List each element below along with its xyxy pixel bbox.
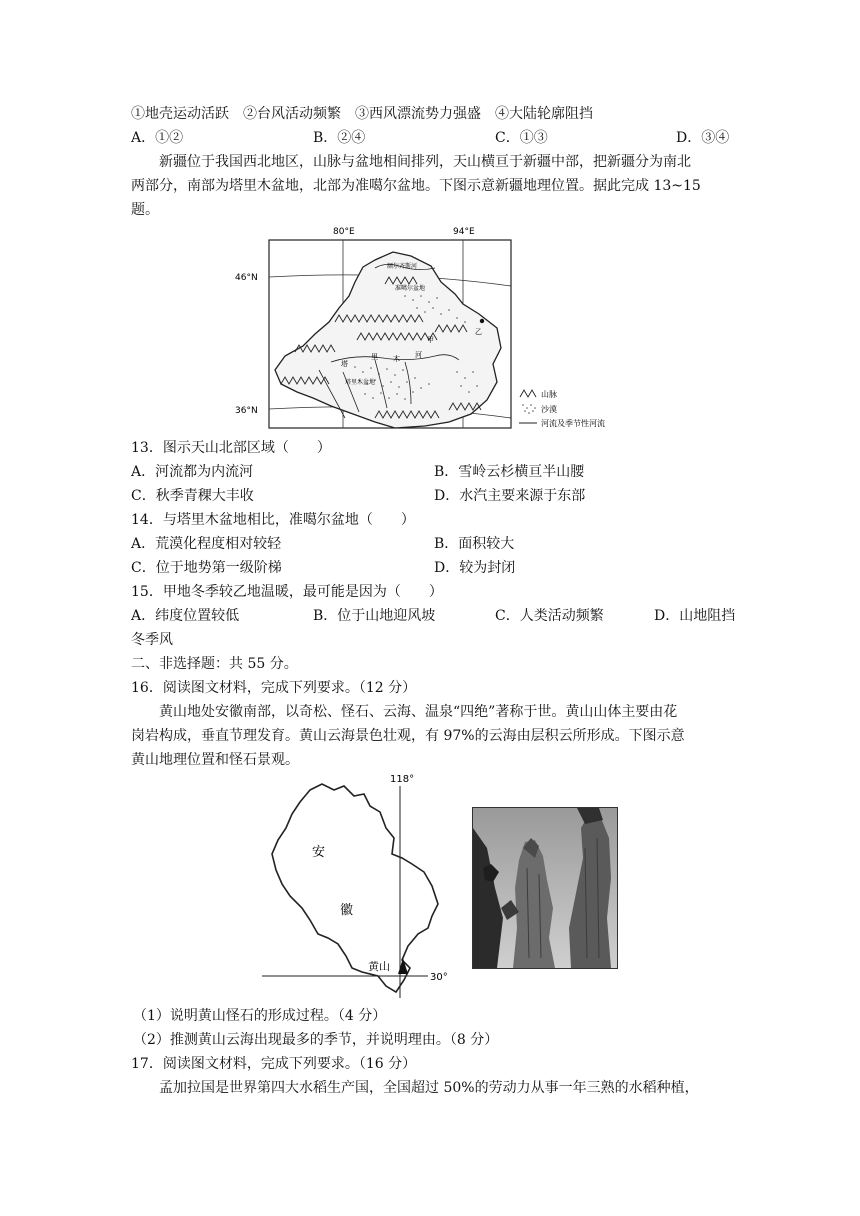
q14-option-c: C．位于地势第一级阶梯: [131, 560, 282, 576]
q12-option-d: D．③④: [676, 130, 730, 146]
q15-option-d-wrap: 冬季风: [131, 632, 173, 648]
label-irtysh: 额尔齐斯河: [387, 263, 418, 270]
q14-stem: 14．与塔里木盆地相比，准噶尔盆地（ ）: [131, 512, 415, 528]
q15-option-c: C．人类活动频繁: [495, 608, 604, 624]
q15-option-a: A．纬度位置较低: [131, 608, 240, 624]
q13-option-d: D．水汽主要来源于东部: [434, 488, 586, 504]
legend-desert: 沙漠: [541, 405, 557, 414]
anhui-outline: [272, 784, 438, 992]
label-huangshan: 黄山: [368, 960, 390, 973]
anhui-map: [262, 768, 462, 1000]
q12-option-c: C．①③: [495, 130, 548, 146]
lon-label-80: 80°E: [333, 227, 355, 237]
q17-stem: 17．阅读图文材料，完成下列要求。（16 分）: [131, 1056, 417, 1072]
xinjiang-intro-line1: 新疆位于我国西北地区，山脉与盆地相间排列，天山横亘于新疆中部，把新疆分为南北: [159, 154, 691, 170]
q13-option-b: B．雪岭云杉横亘半山腰: [434, 464, 585, 480]
q16-sub1: （1）说明黄山怪石的形成过程。（4 分）: [133, 1008, 387, 1024]
label-jia: 甲: [427, 336, 434, 344]
q12-option-a: A．①②: [131, 130, 184, 146]
q15-option-d: D．山地阻挡: [654, 608, 736, 624]
xinjiang-intro-line3: 题。: [131, 202, 159, 218]
q14-option-a: A．荒漠化程度相对较轻: [131, 536, 282, 552]
label-li: 里: [371, 353, 378, 361]
label-mu: 木: [393, 355, 400, 363]
q16-stem: 16．阅读图文材料，完成下列要求。（12 分）: [131, 680, 417, 696]
q16-material-line1: 黄山地处安徽南部，以奇松、怪石、云海、温泉“四绝”著称于世。黄山山体主要由花: [159, 704, 678, 720]
q12-statements: ①地壳运动活跃 ②台风活动频繁 ③西风漂流势力强盛 ④大陆轮廓阻挡: [131, 106, 593, 122]
lon-label-94: 94°E: [453, 227, 475, 237]
q14-option-b: B．面积较大: [434, 536, 515, 552]
q15-option-b: B．位于山地迎风坡: [313, 608, 436, 624]
legend-river: 河流及季节性河流: [541, 419, 605, 428]
xinjiang-intro-line2: 两部分，南部为塔里木盆地，北部为准噶尔盆地。下图示意新疆地理位置。据此完成 13~15: [131, 178, 701, 194]
strange-rock-photo: [472, 807, 618, 969]
lat-label-30: 30°: [430, 972, 448, 983]
q13-stem: 13．图示天山北部区域（ ）: [131, 440, 331, 456]
map-legend: [519, 389, 605, 428]
label-hui: 徽: [340, 903, 354, 918]
lat-label-36: 36°N: [235, 406, 258, 416]
q13-option-a: A．河流都为内流河: [131, 464, 254, 480]
label-tarim: 塔里木盆地: [345, 379, 376, 386]
q15-stem: 15．甲地冬季较乙地温暖，最可能是因为（ ）: [131, 584, 443, 600]
q13-option-c: C．秋季青稞大丰收: [131, 488, 254, 504]
label-junggar: 准噶尔盆地: [395, 285, 426, 292]
label-an: 安: [312, 845, 326, 860]
label-yi: 乙: [475, 328, 482, 336]
lon-label-118: 118°: [390, 774, 415, 785]
legend-mountain: 山脉: [541, 390, 557, 399]
q14-option-d: D．较为封闭: [434, 560, 516, 576]
label-he: 河: [415, 351, 422, 359]
q16-material-line3: 黄山地理位置和怪石景观。: [131, 752, 299, 768]
q12-option-b: B．②④: [313, 130, 366, 146]
xinjiang-map: [235, 222, 635, 432]
q16-sub2: （2）推测黄山云海出现最多的季节，并说明理由。（8 分）: [133, 1032, 499, 1048]
lat-label-46: 46°N: [235, 273, 258, 283]
section2-heading: 二、非选择题：共 55 分。: [131, 656, 298, 672]
q16-material-line2: 岗岩构成，垂直节理发育。黄山云海景色壮观，有 97%的云海由层积云所形成。下图示意: [131, 728, 685, 744]
label-ta: 塔: [341, 360, 348, 368]
q17-material-line1: 孟加拉国是世界第四大水稻生产国，全国超过 50%的劳动力从事一年三熟的水稻种植，: [159, 1080, 699, 1096]
